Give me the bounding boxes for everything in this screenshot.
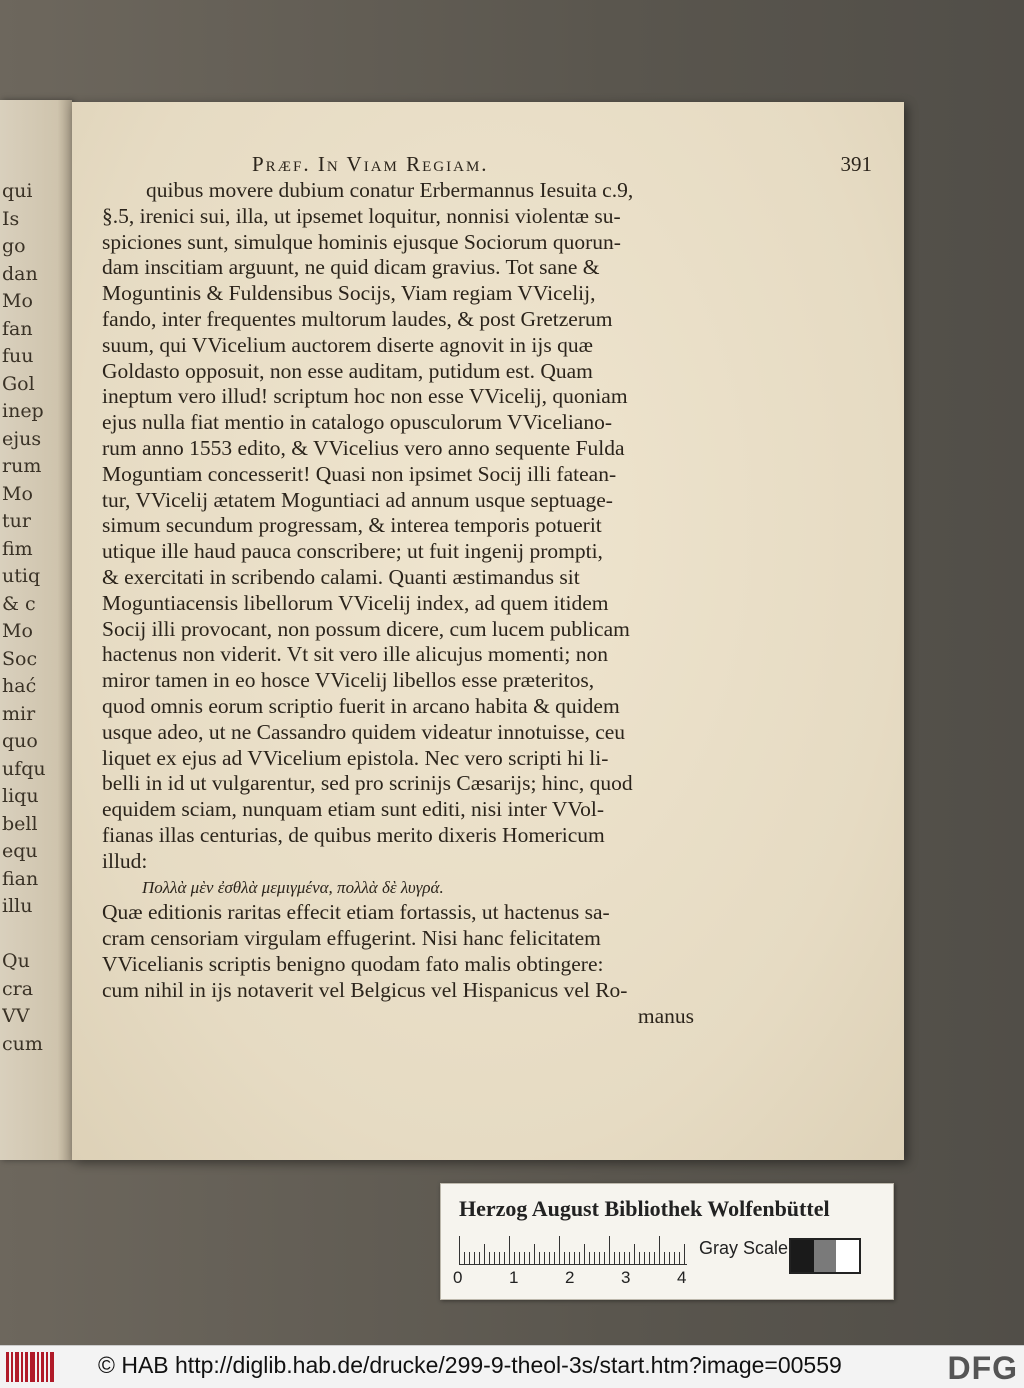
hab-logo-icon	[6, 1352, 54, 1382]
previous-page-fragment: cra	[2, 977, 34, 1000]
previous-page-fragment: utiq	[2, 565, 41, 587]
ruler-tick	[469, 1252, 470, 1264]
ruler-tick	[529, 1252, 530, 1264]
previous-page-fragment: bell	[2, 812, 38, 835]
previous-page-fragment: Soc	[2, 647, 38, 670]
text-line: equidem sciam, nunquam etiam sunt editi, nisi inter VVol-	[102, 797, 604, 822]
ruler-tick	[484, 1244, 485, 1264]
ruler-tick	[509, 1236, 510, 1264]
text-line: hactenus non viderit. Vt sit vero ille alicujus momenti; non	[102, 642, 608, 667]
ruler-tick	[534, 1244, 535, 1264]
body-text	[102, 178, 702, 1029]
previous-page-fragment: quo	[2, 730, 38, 752]
text-line: cum nihil in ijs notaverit vel Belgicus vel Hispanicus vel Ro-	[102, 977, 628, 1002]
catchword: manus	[637, 1003, 694, 1028]
greek-quote: Πολλὰ μὲν ἐσθλὰ μεμιγμένα, πολλὰ δὲ λυγρά.	[142, 877, 444, 897]
measurement-ruler	[459, 1236, 687, 1265]
previous-page-fragment: cum	[2, 1032, 43, 1055]
gray-scale-label: Gray Scale	[699, 1238, 789, 1258]
text-line: §.5, irenici sui, illa, ut ipsemet loquitur, nonnisi violentæ su-	[102, 203, 621, 228]
text-line: usque adeo, ut ne Cassandro quidem videatur innotuisse, ceu	[102, 719, 626, 744]
previous-page-fragment: liqu	[2, 785, 39, 807]
barcode-bar	[11, 1352, 13, 1382]
running-head: Præf. In Viam Regiam.	[252, 152, 489, 176]
ruler-tick	[539, 1252, 540, 1264]
ruler-tick	[679, 1252, 680, 1264]
barcode-bar	[30, 1352, 35, 1382]
ruler-tick	[519, 1252, 520, 1264]
text-line: ejus nulla fiat mentio in catalogo opusculorum VVicelianо-	[102, 410, 613, 435]
ruler-tick	[644, 1252, 645, 1264]
ruler-tick	[564, 1252, 565, 1264]
ruler-tick	[459, 1236, 460, 1264]
ruler-tick	[544, 1252, 545, 1264]
book-page	[72, 102, 904, 1160]
ruler-tick	[659, 1236, 660, 1264]
barcode-bar	[6, 1352, 9, 1382]
previous-page-fragment	[2, 921, 72, 949]
text-line: utique ille haud pauca conscribere; ut fuit ingenij prompti,	[102, 539, 603, 564]
ruler-tick	[599, 1252, 600, 1264]
ruler-tick	[464, 1252, 465, 1264]
ruler-number: 2	[565, 1268, 575, 1287]
viewer-footer	[0, 1345, 1024, 1388]
ruler-tick	[579, 1252, 580, 1264]
previous-page-fragment: Qu	[2, 950, 30, 972]
dfg-logo: DFG	[947, 1350, 1018, 1386]
ruler-tick	[574, 1252, 575, 1264]
ruler-tick	[569, 1252, 570, 1264]
ruler-tick	[524, 1252, 525, 1264]
ruler-number: 4	[677, 1268, 687, 1287]
ruler-tick	[629, 1252, 630, 1264]
ruler-tick	[589, 1252, 590, 1264]
text-line: simum secundum progressam, & interea temporis potuerit	[102, 513, 602, 538]
previous-page-fragment: fuu	[2, 345, 34, 367]
barcode-bar	[25, 1352, 28, 1382]
text-line: Quæ editionis raritas effecit etiam fortassis, ut hactenus sa-	[102, 900, 610, 925]
previous-page-fragment: tur	[2, 510, 31, 532]
library-scale-card	[440, 1183, 894, 1300]
barcode-bar	[50, 1352, 54, 1382]
previous-page-fragment: mir	[2, 702, 36, 725]
previous-page-fragment: qui	[2, 180, 33, 202]
previous-page-fragment: equ	[2, 840, 38, 862]
previous-page-fragment: rum	[2, 455, 42, 477]
text-line: dam inscitiam arguunt, ne quid dicam gravius. Tot sane &	[102, 255, 600, 280]
barcode-bar	[15, 1352, 19, 1382]
ruler-tick	[554, 1252, 555, 1264]
ruler-tick	[669, 1252, 670, 1264]
ruler-tick	[639, 1252, 640, 1264]
text-line: spiciones sunt, simulque hominis ejusque Sociorum quorun-	[102, 229, 621, 254]
text-line: ineptum vero illud! scriptum hoc non esse VVicelij, quoniam	[102, 384, 628, 409]
ruler-tick	[594, 1252, 595, 1264]
ruler-tick	[614, 1252, 615, 1264]
text-line: Moguntiacensis libellorum VVicelij index, ad quem itidem	[102, 590, 609, 615]
ruler-tick	[634, 1244, 635, 1264]
previous-page-fragment: & c	[2, 592, 36, 615]
previous-page-fragment: ejus	[2, 427, 42, 450]
gray-scale-swatches	[789, 1238, 861, 1274]
text-line: fando, inter frequentes multorum laudes, & post Gretzerum	[102, 306, 613, 331]
previous-page-fragment: ufqu	[2, 757, 46, 780]
text-line: rum anno 1553 edito, & VVicelius vero anno sequente Fulda	[102, 435, 625, 460]
text-line: Moguntinis & Fuldensibus Socijs, Viam regiam VVicelij,	[102, 281, 596, 306]
ruler-tick	[624, 1252, 625, 1264]
text-line: quibus movere dubium conatur Erbermannus Iesuita c.9,	[146, 178, 634, 202]
ruler-tick	[559, 1236, 560, 1264]
ruler-tick	[664, 1252, 665, 1264]
ruler-tick	[619, 1252, 620, 1264]
ruler-number: 1	[509, 1268, 519, 1287]
ruler-tick	[584, 1244, 585, 1264]
ruler-tick	[474, 1252, 475, 1264]
previous-page-fragment: fan	[2, 317, 33, 340]
text-line: fianas illas centurias, de quibus merito dixeris Homericum	[102, 822, 605, 847]
previous-page-fragment: fim	[2, 537, 33, 560]
previous-page-fragment: Mo	[2, 290, 33, 312]
previous-page-fragment: Mo	[2, 620, 33, 642]
previous-page-fragment: hać	[2, 675, 37, 697]
text-line: Goldasto opposuit, non esse auditam, putidum est. Quam	[102, 358, 593, 383]
text-line: cram censoriam virgulam effugerint. Nisi hanc felicitatem	[102, 926, 601, 951]
text-line: Moguntiam concesserit! Quasi non ipsimet Socij illi fatean-	[102, 461, 617, 486]
ruler-tick	[609, 1236, 610, 1264]
previous-page-fragment: Gol	[2, 372, 35, 395]
barcode-bar	[37, 1352, 39, 1382]
ruler-tick	[514, 1252, 515, 1264]
ruler-tick	[494, 1252, 495, 1264]
previous-page-fragment: inep	[2, 400, 44, 422]
page-number: 391	[840, 152, 872, 176]
previous-page-edge	[0, 100, 72, 1160]
previous-page-text	[2, 178, 72, 1058]
previous-page-fragment: dan	[2, 262, 38, 285]
copyright-link[interactable]: © HAB http://diglib.hab.de/drucke/299-9-theol-3s/start.htm?image=00559	[98, 1352, 842, 1378]
gray-swatch	[791, 1240, 814, 1272]
ruler-number: 3	[621, 1268, 631, 1287]
previous-page-fragment: Mo	[2, 482, 33, 505]
gray-swatch	[814, 1240, 837, 1272]
ruler-tick	[489, 1252, 490, 1264]
ruler-number: 0	[453, 1268, 463, 1287]
ruler-tick	[499, 1252, 500, 1264]
library-name: Herzog August Bibliothek Wolfenbüttel	[459, 1196, 830, 1221]
text-line: Socij illi provocant, non possum dicere, cum lucem publicam	[102, 616, 630, 641]
ruler-tick	[504, 1252, 505, 1264]
barcode-bar	[41, 1352, 44, 1382]
ruler-tick	[684, 1244, 685, 1264]
ruler-tick	[604, 1252, 605, 1264]
text-line: & exercitati in scribendo calami. Quanti æstimandus sit	[102, 564, 580, 589]
ruler-tick	[649, 1252, 650, 1264]
previous-page-fragment: fian	[2, 867, 39, 890]
text-line: liquet ex ejus ad VVicelium epistola. Nec vero scripti hi li-	[102, 745, 609, 770]
gray-swatch	[836, 1240, 859, 1272]
text-line: illud:	[102, 848, 148, 873]
ruler-tick	[674, 1252, 675, 1264]
ruler-tick	[549, 1252, 550, 1264]
previous-page-fragment: VV	[2, 1005, 30, 1027]
barcode-bar	[46, 1352, 48, 1382]
barcode-bar	[21, 1352, 23, 1382]
previous-page-fragment: illu	[2, 895, 33, 917]
text-line: miror tamen in eo hosce VVicelij libellos esse præteritos,	[102, 668, 595, 693]
text-line: VVicelianis scriptis benigno quodam fato malis obtingere:	[102, 951, 604, 976]
previous-page-fragment: Is	[2, 207, 20, 230]
text-line: belli in id ut vulgarentur, sed pro scrinijs Cæsarijs; hinc, quod	[102, 771, 633, 796]
previous-page-fragment: go	[2, 235, 26, 257]
text-line: tur, VVicelij ætatem Moguntiaci ad annum usque septuage-	[102, 487, 613, 512]
text-line: quod omnis eorum scriptio fuerit in arcano habita & quidem	[102, 693, 620, 718]
ruler-tick	[654, 1252, 655, 1264]
ruler-tick	[479, 1252, 480, 1264]
text-line: suum, qui VVicelium auctorem diserte agnovit in ijs quæ	[102, 332, 593, 357]
